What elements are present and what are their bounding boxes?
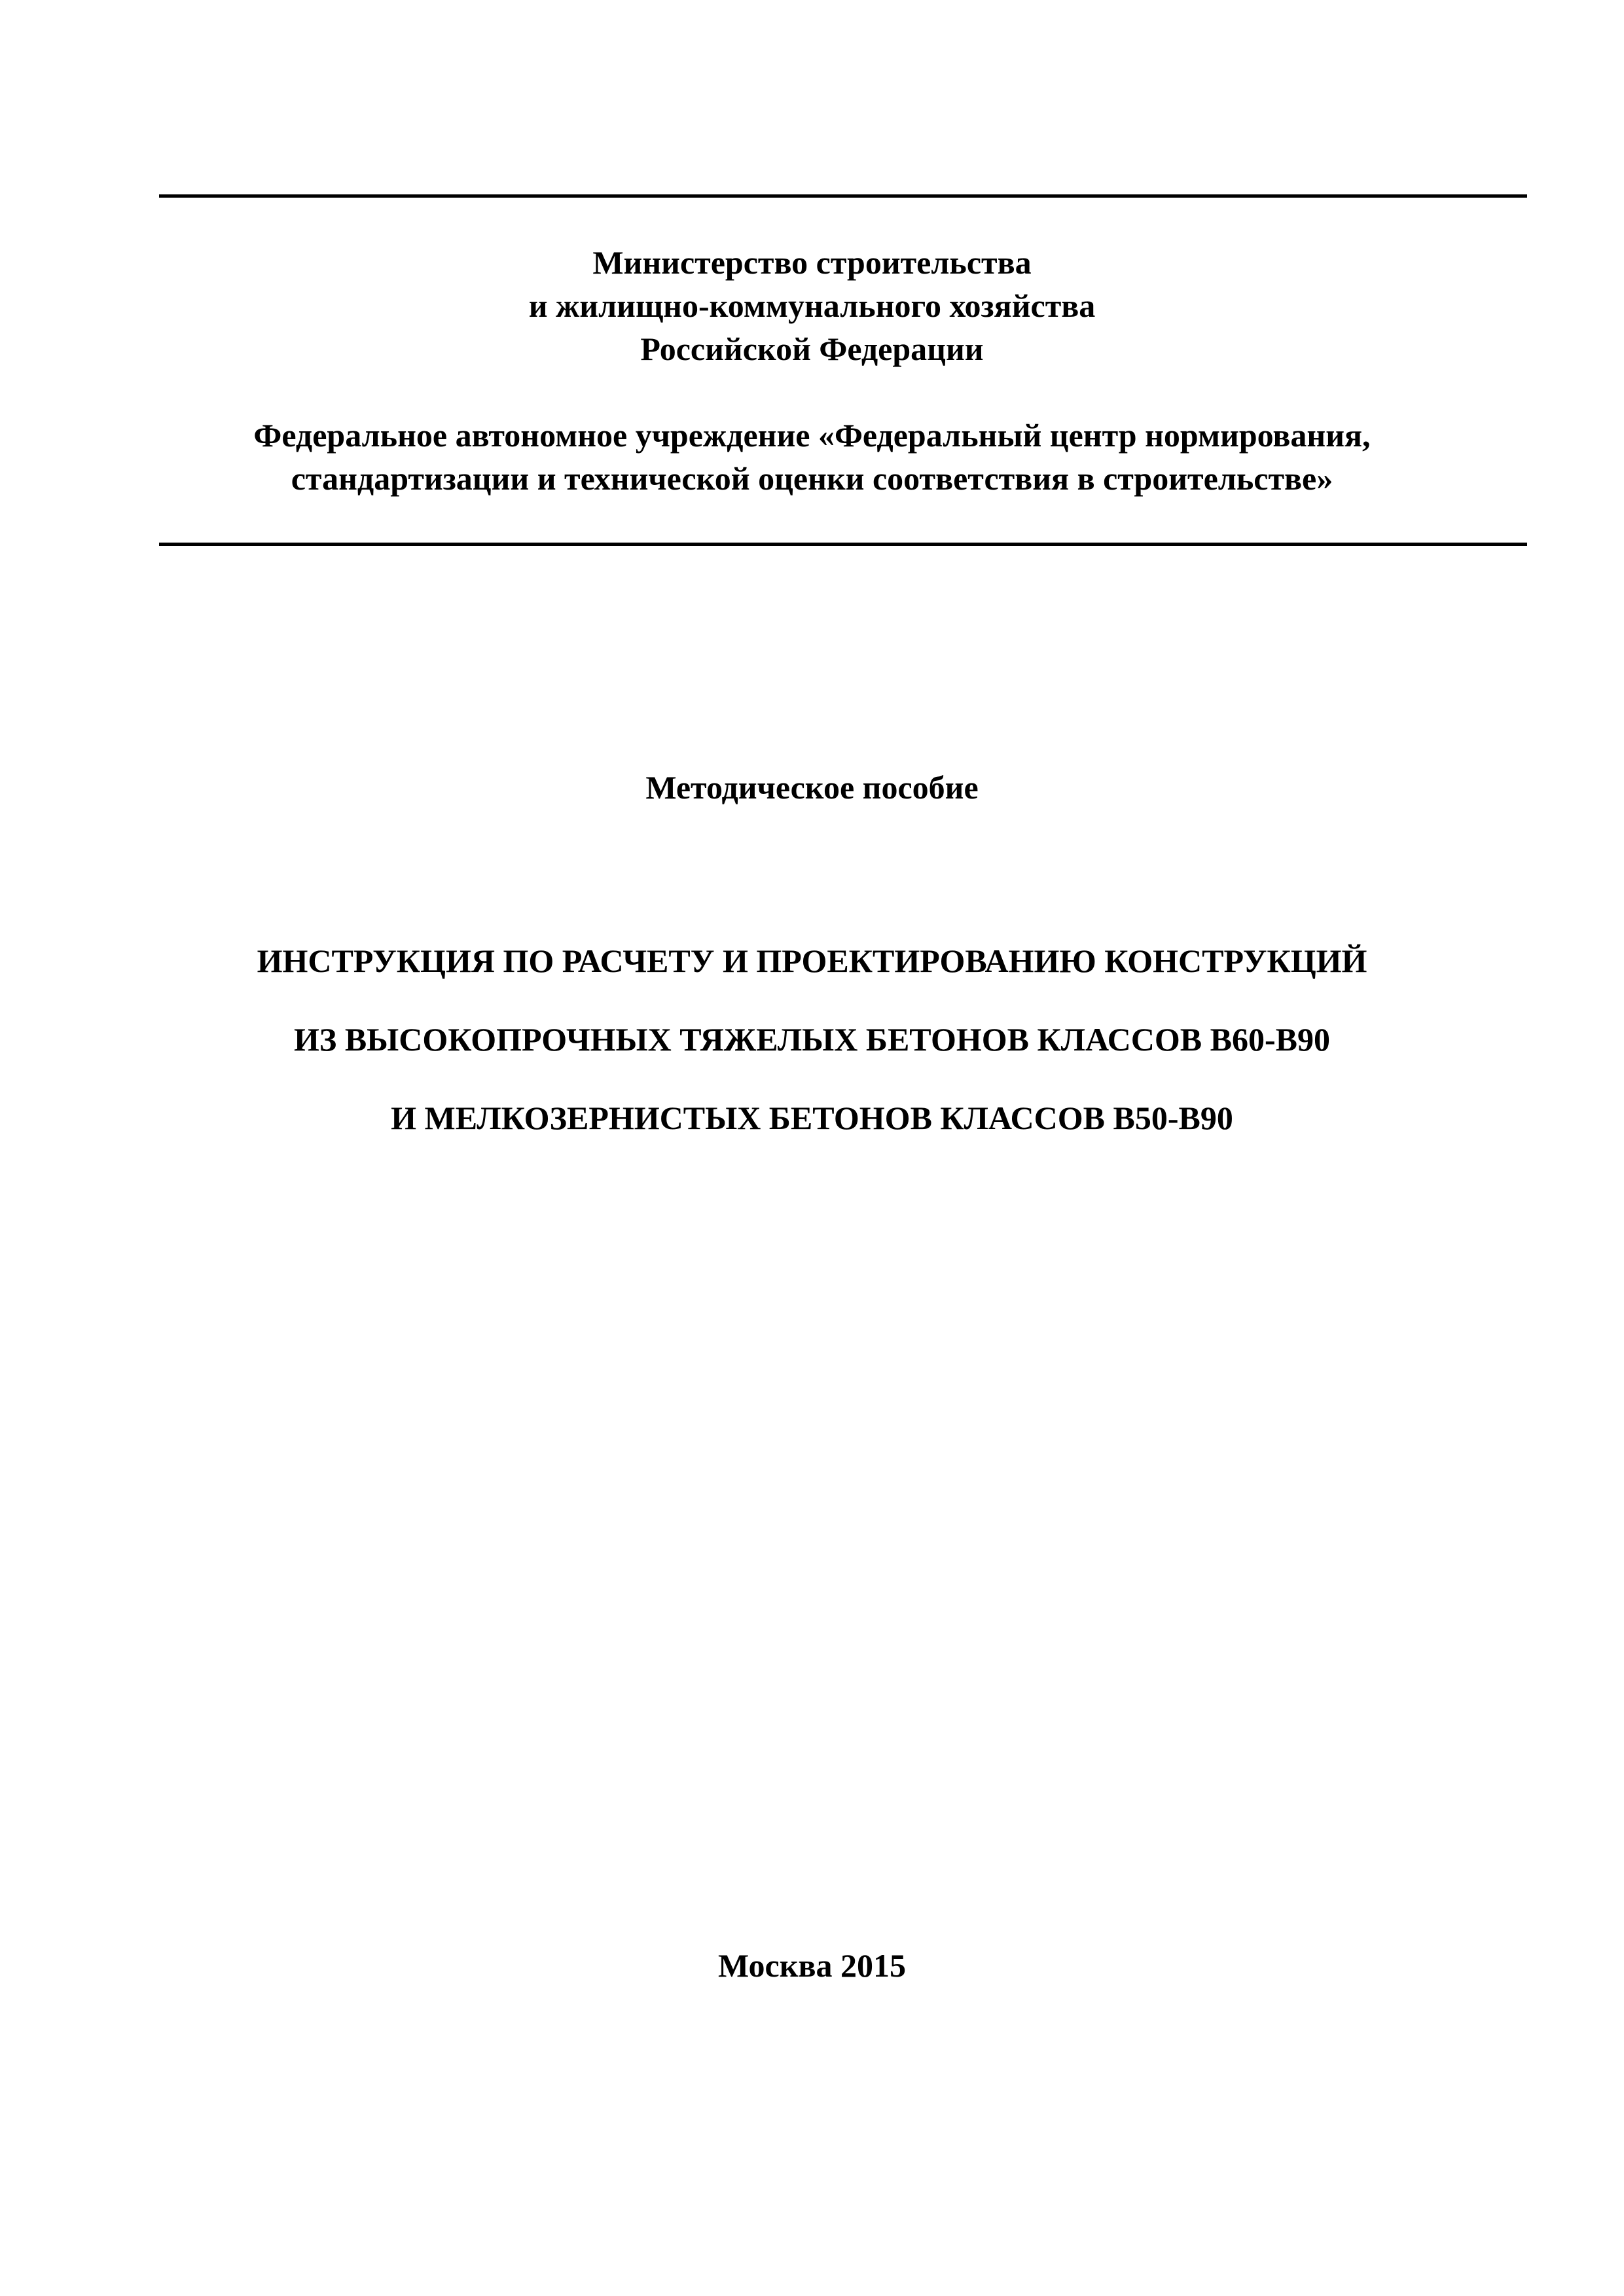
institution-line-1: Федеральное автономное учреждение «Федеральный центр нормирования, — [253, 417, 1371, 454]
bottom-horizontal-rule — [159, 543, 1527, 546]
title-line-3: И МЕЛКОЗЕРНИСТЫХ БЕТОНОВ КЛАССОВ В50-В90 — [391, 1100, 1233, 1136]
title-line-2: ИЗ ВЫСОКОПРОЧНЫХ ТЯЖЕЛЫХ БЕТОНОВ КЛАССОВ В60-В90 — [294, 1021, 1330, 1058]
place-year-text: Москва 2015 — [717, 1947, 907, 1984]
top-horizontal-rule — [159, 194, 1527, 198]
ministry-name — [0, 241, 1624, 370]
title-line-1: ИНСТРУКЦИЯ ПО РАСЧЕТУ И ПРОЕКТИРОВАНИЮ КОНСТРУКЦИЙ — [257, 942, 1367, 979]
institution-name — [0, 414, 1624, 500]
ministry-line-3: Российской Федерации — [640, 331, 984, 367]
place-and-year — [0, 1944, 1624, 1987]
document-type-label: Методическое пособие — [645, 769, 979, 806]
document-type — [0, 766, 1624, 809]
ministry-line-2: и жилищно-коммунального хозяйства — [528, 287, 1096, 324]
ministry-line-1: Министерство строительства — [592, 244, 1032, 281]
institution-line-2: стандартизации и технической оценки соответствия в строительстве» — [291, 460, 1333, 497]
document-title — [0, 922, 1624, 1157]
